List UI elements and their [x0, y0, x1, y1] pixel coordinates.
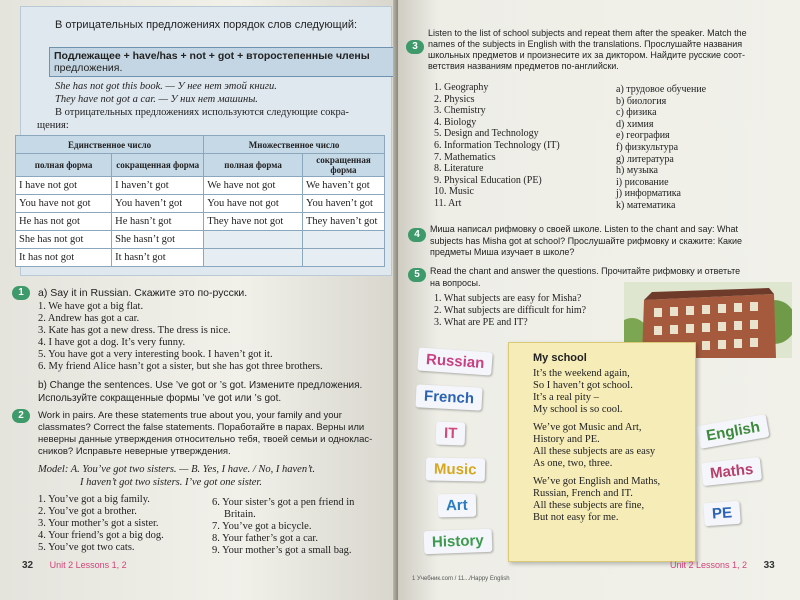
chant-line: We’ve got English and Maths, [533, 476, 661, 487]
chant-line: All these subjects are as easy [533, 446, 656, 457]
model-line: Model: A. You’ve got two sisters. — B. Yes, I have. / No, I haven’t. [38, 464, 315, 475]
table-cell [204, 249, 303, 267]
list-item: 3. What are PE and IT? [434, 317, 528, 328]
list-item: 9. Your mother’s got a small bag. [212, 545, 352, 556]
list-item: 4. I have got a dog. It’s very funny. [38, 337, 186, 348]
table-cell: You have not got [204, 195, 303, 213]
instruction-line: subjects has Misha got at school? Прослушайте рифмовку и скажите: Какие [430, 235, 742, 246]
subject-strip-pe: PE [703, 501, 741, 526]
list-item: 8. Your father’s got a car. [212, 533, 318, 544]
table-cell: He has not got [16, 213, 112, 231]
rule-line: Подлежащее + have/has + not + got + второстепенные члены [54, 50, 370, 62]
list-item: 11. Art [434, 197, 462, 209]
chant-line: As one, two, three. [533, 458, 613, 469]
chant-line: All these subjects are fine, [533, 500, 645, 511]
table-cell [302, 231, 384, 249]
list-item: 7. You’ve got a bicycle. [212, 521, 312, 532]
subject-strip-music: Music [426, 457, 485, 481]
list-item: 4. Biology [434, 116, 477, 128]
model-line: I haven’t got two sisters. I’ve got one sister. [80, 477, 262, 488]
table-cell: You have not got [16, 195, 112, 213]
exercise-number-badge: 3 [406, 40, 424, 54]
instruction-line: Миша написал рифмовку о своей школе. Listen to the chant and say: What [430, 224, 738, 234]
exercise-items [38, 301, 323, 373]
instruction-line: ветствия названиям предметов по-английски. [428, 61, 619, 71]
table-col-header: сокращенная форма [302, 154, 384, 177]
table-col-header: полная форма [16, 154, 112, 177]
list-item: b) биология [616, 95, 667, 107]
site-credit: 1 Учебник.com / 11.../Happy English [412, 576, 510, 582]
subject-strip-french: French [415, 384, 482, 410]
list-item: g) литература [616, 153, 674, 165]
list-item: 5. Design and Technology [434, 128, 539, 140]
instruction-line: на вопросы. [430, 277, 481, 288]
exercise-instruction [430, 224, 742, 259]
page-number: 33 [763, 560, 775, 571]
example-line: They have not got a car. — У них нет машины. [55, 94, 258, 105]
list-item: 6. My friend Alice hasn’t got a sister, but she has got three brothers. [38, 361, 323, 372]
chant-line: But not easy for me. [533, 512, 619, 523]
chant-line: We’ve got Music and Art, [533, 422, 642, 433]
list-item: f) физкультура [616, 141, 679, 153]
table-group-header: Единственное число [16, 136, 204, 154]
table-cell: He hasn’t got [112, 213, 204, 231]
left-page [0, 0, 398, 600]
negation-table [15, 135, 385, 267]
table-group-header: Множественное число [204, 136, 385, 154]
table-col-header: полная форма [204, 154, 303, 177]
english-subject-list [434, 82, 560, 210]
exercise-instruction: a) Say it in Russian. Скажите это по-русски. [38, 287, 248, 299]
list-item: 8. Literature [434, 163, 484, 175]
table-cell: They haven’t got [302, 213, 384, 231]
instruction-line: неверны данные утверждения относительно тебя, твоей семьи и одноклас- [38, 434, 373, 445]
rule-line: предложения. [54, 62, 123, 74]
subject-strip-art: Art [438, 494, 476, 518]
exercise-number-badge: 4 [408, 228, 426, 242]
grammar-box [20, 6, 392, 276]
table-row [16, 249, 385, 267]
list-item: 1. Geography [434, 82, 489, 93]
list-item: d) химия [616, 118, 654, 130]
table-cell: You haven’t got [112, 195, 204, 213]
exercise-number-badge: 1 [12, 286, 30, 300]
russian-subject-list [616, 84, 706, 212]
list-item: 6. Your sister’s got a pen friend in [212, 497, 355, 508]
table-cell: They have not got [204, 213, 303, 231]
list-item: 10. Music [434, 186, 474, 198]
table-cell: It hasn’t got [112, 249, 204, 267]
list-item: k) математика [616, 199, 676, 211]
table-cell: She has not got [16, 231, 112, 249]
exercise-instruction: Используйте сокращенные формы ’ve got или ’s got. [38, 393, 282, 404]
instruction-line: школьных предметов и произнесите их за диктором. Найдите русские соот- [428, 50, 746, 60]
table-row [16, 213, 385, 231]
note-line: щения: [37, 120, 69, 131]
instruction-line: Listen to the list of school subjects and repeat them after the speaker. Match the [428, 28, 747, 38]
list-item: a) трудовое обучение [616, 84, 707, 95]
exercise-instruction [428, 28, 747, 72]
page-footer [670, 560, 775, 571]
statement-column [212, 497, 354, 557]
note-line: В отрицательных предложениях используются следующие сокра- [55, 107, 349, 118]
list-item: Britain. [224, 509, 256, 520]
question-list [434, 293, 586, 329]
exercise-number-badge: 5 [408, 268, 426, 282]
list-item: 2. What subjects are difficult for him? [434, 305, 587, 316]
instruction-line: Work in pairs. Are these statements true about you, your family and your [38, 410, 342, 421]
chant-line: It’s the weekend again, [533, 368, 630, 379]
table-cell: She hasn’t got [112, 231, 204, 249]
list-item: 2. Andrew has got a car. [38, 313, 140, 324]
instruction-line: classmates? Correct the false statements. Поработайте в парах. Верны или [38, 422, 365, 433]
list-item: i) рисование [616, 176, 669, 188]
list-item: 1. You’ve got a big family. [38, 494, 150, 505]
statement-column [38, 494, 164, 554]
list-item: 7. Mathematics [434, 151, 496, 163]
chant-title: My school [533, 352, 587, 364]
exercise-instruction: b) Change the sentences. Use ’ve got or ’s got. Измените предложения. [38, 380, 363, 391]
instruction-line: сников? Исправьте неверные утверждения. [38, 446, 231, 457]
subject-strip-russian: Russian [417, 347, 493, 375]
chant-line: It’s a real pity – [533, 392, 599, 403]
list-item: 5. You have got a very interesting book. I haven’t got it. [38, 349, 273, 360]
table-cell [302, 249, 384, 267]
list-item: h) музыка [616, 165, 658, 177]
unit-label: Unit 2 Lessons 1, 2 [49, 560, 127, 570]
table-col-header: сокращенная форма [112, 154, 204, 177]
chant-line: Russian, French and IT. [533, 488, 633, 499]
table-row [16, 177, 385, 195]
rule-box [49, 47, 398, 77]
list-item: 4. Your friend’s got a big dog. [38, 530, 164, 541]
list-item: 3. Chemistry [434, 105, 486, 117]
table-cell: We have not got [204, 177, 303, 195]
list-item: 2. Physics [434, 93, 475, 105]
chant-line: History and PE. [533, 434, 600, 445]
list-item: 3. Kate has got a new dress. The dress is nice. [38, 325, 231, 336]
table-cell: We haven’t got [302, 177, 384, 195]
instruction-line: предметы Миша изучает в школе? [430, 247, 575, 257]
chant-line: My school is so cool. [533, 404, 623, 415]
table-cell: I have not got [16, 177, 112, 195]
chant-card [508, 342, 696, 562]
subject-strip-maths: Maths [701, 457, 762, 486]
table-cell: I haven’t got [112, 177, 204, 195]
unit-label: Unit 2 Lessons 1, 2 [670, 560, 748, 570]
table-cell: You haven’t got [302, 195, 384, 213]
table-cell [204, 231, 303, 249]
example-line: She has not got this book. — У нее нет этой книги. [55, 81, 277, 92]
list-item: 5. You’ve got two cats. [38, 542, 135, 553]
list-item: e) география [616, 130, 670, 142]
list-item: 1. What subjects are easy for Misha? [434, 293, 582, 304]
instruction-line: Read the chant and answer the questions. Прочитайте рифмовку и ответьте [430, 266, 741, 276]
page-number: 32 [22, 560, 34, 571]
exercise-instruction [38, 410, 372, 458]
subject-strip-english: English [697, 414, 770, 449]
right-page [398, 0, 800, 600]
list-item: 1. We have got a big flat. [38, 301, 144, 312]
list-item: j) информатика [616, 188, 681, 200]
list-item: 9. Physical Education (PE) [434, 174, 542, 186]
subject-strip-it: IT [436, 421, 466, 445]
grammar-heading: В отрицательных предложениях порядок слов следующий: [55, 19, 358, 31]
list-item: 2. You’ve got a brother. [38, 506, 137, 517]
subject-strip-history: History [424, 529, 492, 554]
page-footer [22, 560, 127, 571]
list-item: 3. Your mother’s got a sister. [38, 518, 159, 529]
table-row [16, 231, 385, 249]
instruction-line: names of the subjects in English with the translations. Прослушайте названия [428, 39, 743, 49]
chant-line: So I haven’t got school. [533, 380, 633, 391]
table-cell: It has not got [16, 249, 112, 267]
exercise-number-badge: 2 [12, 409, 30, 423]
list-item: 6. Information Technology (IT) [434, 139, 560, 151]
list-item: c) физика [616, 107, 657, 119]
table-row [16, 195, 385, 213]
